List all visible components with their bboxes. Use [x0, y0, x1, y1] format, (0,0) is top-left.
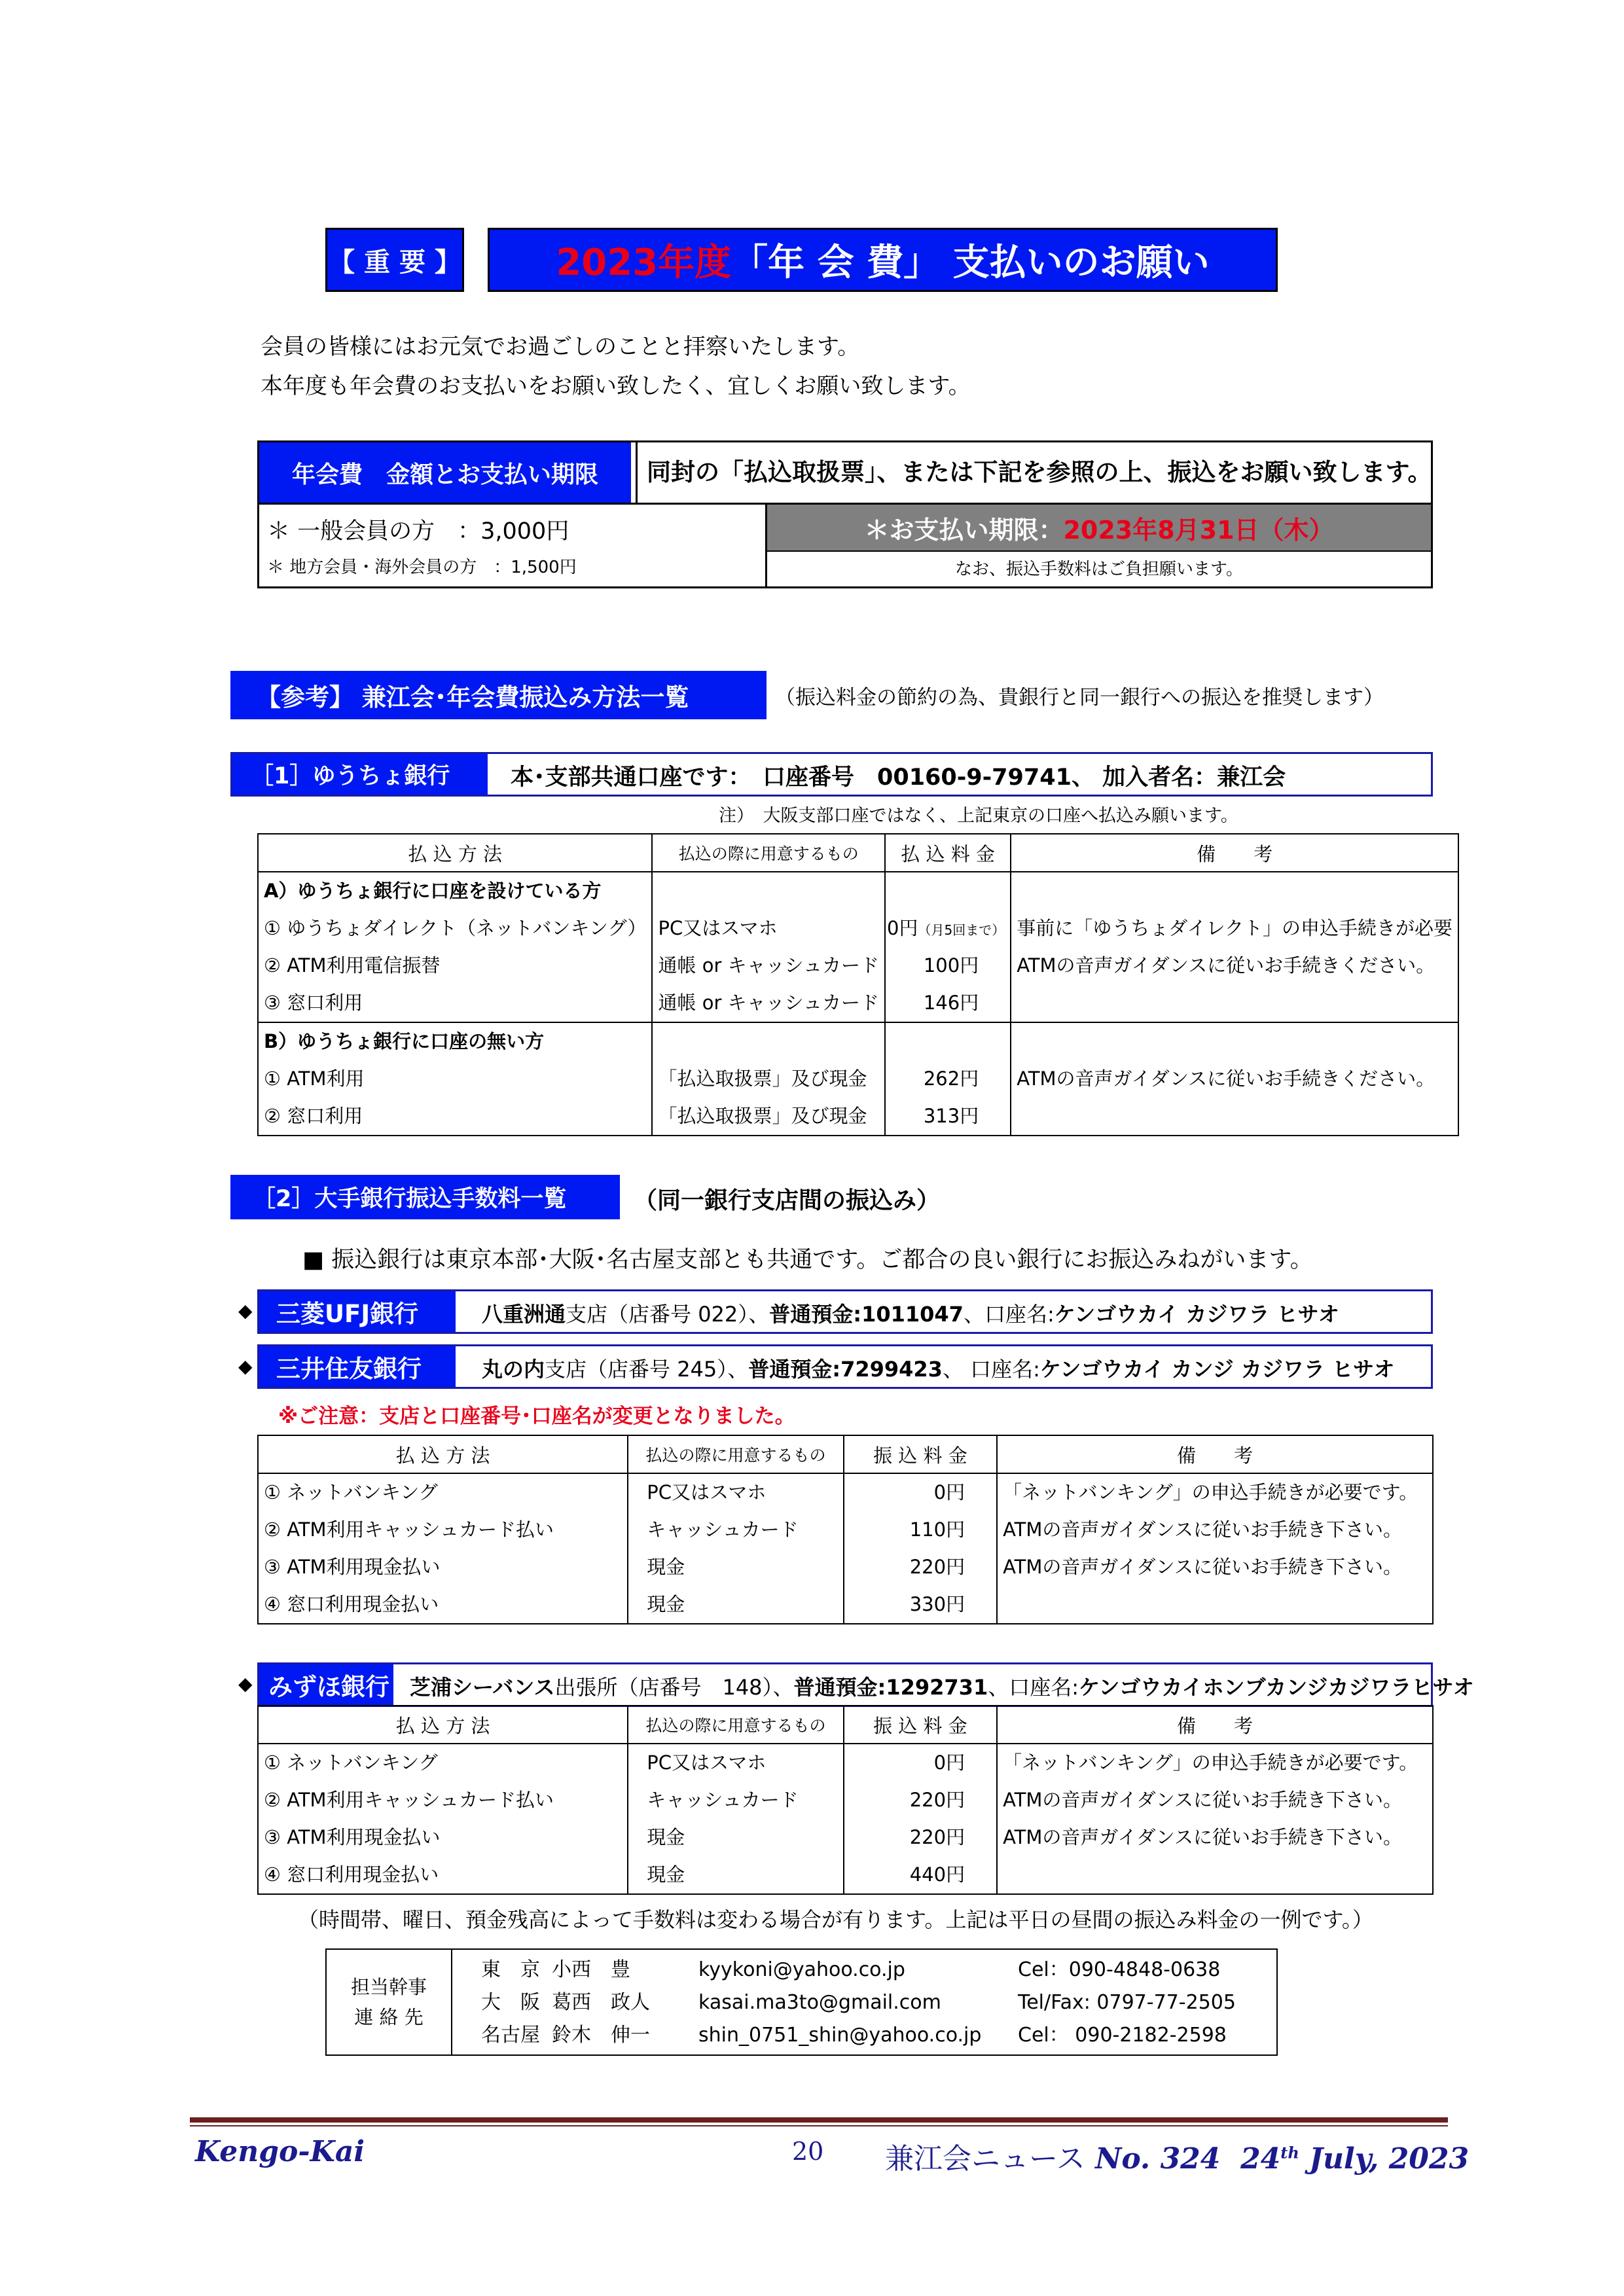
contact-label-2: 連 絡 先 — [354, 2006, 424, 2028]
contact-row: 東 京 小西 豊 kyykoni@yahoo.co.jp Cel：090-4848-0638 — [481, 1954, 1236, 1986]
mizuho-row — [257, 1662, 1474, 1707]
mizuho-detail: 芝浦シーバンス出張所（店番号 148）、普通預金:1292731、口座名:ケンゴウカイホンブカンジカジワラヒサオ — [410, 1675, 1474, 1700]
diamond-bullet: ◆ — [238, 1673, 253, 1695]
contact-email[interactable]: kyykoni@yahoo.co.jp — [698, 1958, 905, 1981]
mizuho-name: みずほ銀行 — [259, 1664, 393, 1705]
important-badge-text: 【 重 要 】 — [329, 247, 461, 278]
mufg-name: 三菱UFJ銀行 — [259, 1291, 456, 1332]
fee-box — [257, 440, 1433, 588]
table-row: B）ゆうちょ銀行に口座の無い方 ① ATM利用 ② 窓口利用 「払込取扱票」及び現金 「払込取扱票」及び現金 262円 313円 ATMの音声ガイダンスに従いお手続きください。 — [258, 1022, 1458, 1136]
table-header-row: 払 込 方 法 払込の際に用意するもの 払 込 料 金 備 考 — [258, 834, 1458, 872]
footer-rule — [190, 2117, 1448, 2123]
deadline-date: 2023年8月31日（木） — [1063, 515, 1334, 545]
yucho-note: 注） 大阪支部口座ではなく、上記東京の口座へ払込み願います。 — [719, 806, 1238, 826]
fee-box-instruction: 同封の「払込取扱票」、または下記を参照の上、振込をお願い致します。 — [636, 442, 1428, 503]
deadline-label: ＊お支払い期限： — [864, 515, 1064, 545]
major-banks-table — [257, 1435, 1434, 1624]
yucho-table — [257, 833, 1459, 1136]
smbc-name: 三井住友銀行 — [259, 1346, 456, 1387]
major-banks-sub: （同一銀行支店間の振込み） — [634, 1187, 941, 1214]
table-header-row: 払 込 方 法 払込の際に用意するもの 振 込 料 金 備 考 — [258, 1435, 1433, 1473]
diamond-bullet: ◆ — [238, 1355, 253, 1377]
title-year: 2023年度 — [556, 242, 732, 284]
yucho-header — [230, 752, 1433, 797]
table-row: ① ネットバンキング ② ATM利用キャッシュカード払い ③ ATM利用現金払い ④ 窓口利用現金払い PC又はスマホ キャッシュカード 現金 現金 0円 220円 220円 440円 「ネットバンキング」の申込手続きが必要です。 ATMの音声ガイダンスに従いお手続き下さい。 ATMの音声ガイダンスに従いお手続き下さい。 — [258, 1744, 1433, 1894]
regional-member-fee: ＊ 地方会員・海外会員の方 ：1,500円 — [267, 558, 577, 577]
contact-box — [325, 1948, 1278, 2056]
title-text: 「年 会 費」 支払いのお願い — [731, 242, 1210, 284]
smbc-detail: 丸の内支店（店番号 245）、普通預金:7299423、 口座名:ケンゴウカイ カンジ カジワラ ヒサオ — [482, 1357, 1395, 1382]
common-bank-note: ■ 振込銀行は東京本部･大阪･名古屋支部とも共通です。ご都合の良い銀行にお振込みねがいます。 — [302, 1247, 1313, 1273]
table-row: A）ゆうちょ銀行に口座を設けている方 ① ゆうちょダイレクト（ネットバンキング） ② ATM利用電信振替 ③ 窓口利用 PC又はスマホ 通帳 or キャッシュカード 通帳 or キャッシュカード 0円（月5回まで） 100円 146円 事前に「ゆうちょダイレクト」の申込手続きが必要 ATMの音声ガイダンスに従いお手続きください。 — [258, 872, 1458, 1022]
change-caution: ※ご注意：支店と口座番号･口座名が変更となりました。 — [278, 1405, 795, 1428]
contact-email[interactable]: shin_0751_shin@yahoo.co.jp — [698, 2024, 982, 2047]
yucho-label: ［1］ゆうちょ銀行 — [232, 754, 488, 795]
reference-label: 【参考】 兼江会･年会費振込み方法一覧 — [230, 671, 767, 719]
table-header-row: 払 込 方 法 払込の際に用意するもの 振 込 料 金 備 考 — [258, 1706, 1433, 1744]
mufg-row — [257, 1289, 1433, 1334]
page-title — [488, 228, 1278, 292]
contact-list — [481, 1954, 1236, 2052]
intro-line-2: 本年度も年会費のお支払いをお願い致したく、宜しくお願い致します。 — [261, 373, 971, 399]
table-row: ① ネットバンキング ② ATM利用キャッシュカード払い ③ ATM利用現金払い ④ 窓口利用現金払い PC又はスマホ キャッシュカード 現金 現金 0円 110円 220円 330円 「ネットバンキング」の申込手続きが必要です。 ATMの音声ガイダンスに従いお手続き下さい。 ATMの音声ガイダンスに従いお手続き下さい。 — [258, 1473, 1433, 1624]
fee-footnote: （時間帯、曜日、預金残高によって手数料は変わる場合が有ります。上記は平日の昼間の振込み料金の一例です。） — [298, 1907, 1373, 1932]
contact-row: 大 阪 葛西 政人 kasai.ma3to@gmail.com Tel/Fax: 0797-77-2505 — [481, 1986, 1236, 2019]
contact-email[interactable]: kasai.ma3to@gmail.com — [698, 1991, 941, 2014]
fee-box-label: 年会費 金額とお支払い期限 — [259, 442, 631, 503]
deadline-banner — [767, 505, 1431, 550]
group-title: A）ゆうちょ銀行に口座を設けている方 — [264, 880, 602, 902]
mizuho-table — [257, 1705, 1434, 1895]
group-title: B）ゆうちょ銀行に口座の無い方 — [264, 1030, 545, 1052]
footer-brand: Kengo-Kai — [195, 2135, 365, 2168]
major-banks-label: ［2］大手銀行振込手数料一覧 — [230, 1175, 620, 1219]
smbc-row — [257, 1344, 1433, 1389]
footer-issue: 兼江会ニュース No. 324 24th July, 2023 — [885, 2142, 1470, 2176]
yucho-account: 本･支部共通口座です： 口座番号 00160-9-79741、 加入者名：兼江会 — [511, 764, 1286, 791]
intro-line-1: 会員の皆様にはお元気でお過ごしのことと拝察いたします。 — [261, 334, 860, 360]
reference-note: （振込料金の節約の為、貴銀行と同一銀行への振込を推奨します） — [775, 686, 1384, 709]
contact-label-1: 担当幹事 — [350, 1976, 427, 1998]
diamond-bullet: ◆ — [238, 1300, 253, 1321]
contact-row: 名古屋 鈴木 伸一 shin_0751_shin@yahoo.co.jp Cel： 090-2182-2598 — [481, 2019, 1236, 2052]
general-member-fee: ＊ 一般会員の方 ：3,000円 — [267, 518, 569, 545]
fee-note: なお、振込手数料はご負担願います。 — [955, 560, 1243, 579]
footer-rule-thin — [190, 2125, 1448, 2126]
important-badge — [325, 228, 464, 292]
page-number: 20 — [792, 2137, 824, 2166]
mufg-detail: 八重洲通支店（店番号 022）、普通預金:1011047、口座名:ケンゴウカイ カジワラ ヒサオ — [482, 1302, 1339, 1327]
